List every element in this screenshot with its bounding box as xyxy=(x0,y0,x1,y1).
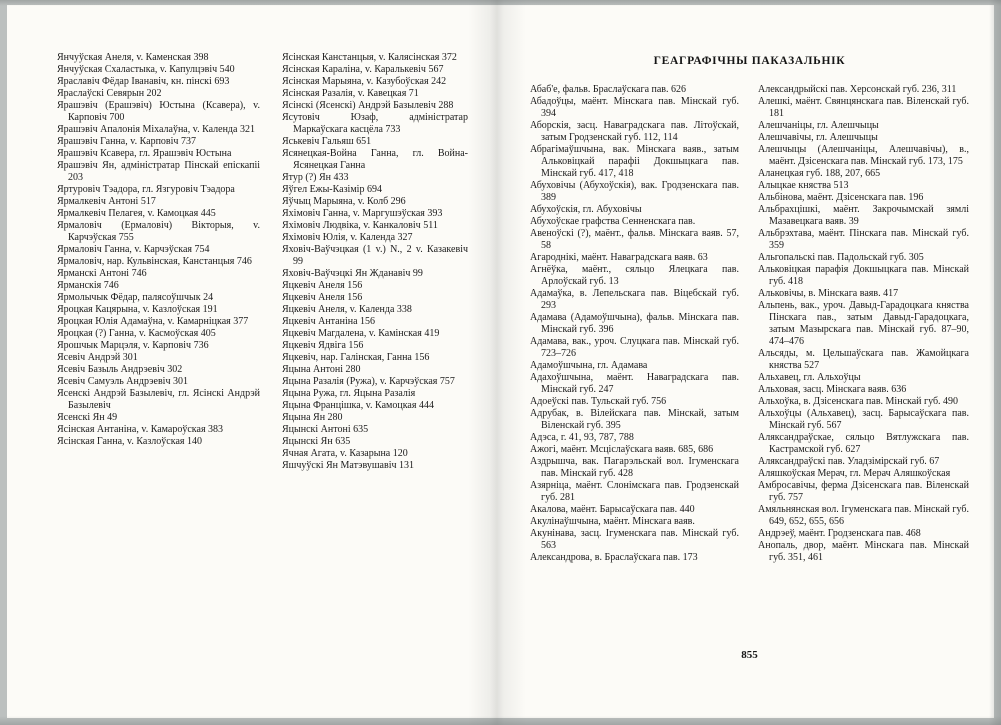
index-entry: Адоеўскі пав. Тульскай губ. 756 xyxy=(530,396,667,407)
index-entry: Альковіцкая парафія Докшыцкага пав. Мінскай губ. 418 xyxy=(758,264,969,287)
index-entry: Ясевіч Андрэй 301 xyxy=(57,352,138,363)
index-entry: Яўчыц Марыяна, v. Колб 296 xyxy=(282,196,406,207)
index-entry: Адамоўшчына, гл. Адамава xyxy=(530,360,648,371)
index-entry: Яховіч-Ваўчэцкі Ян Жданавіч 99 xyxy=(282,268,423,279)
index-entry: Яцына Разалія (Ружа), v. Карчэўская 757 xyxy=(282,376,455,387)
index-entry: Яхімовіч Людвіка, v. Канкаловіч 511 xyxy=(282,220,438,231)
index-entry: Агнёўка, маёнт., сяльцо Ялецкага пав. Арлоўскай губ. 13 xyxy=(530,264,739,287)
index-entry: Аляксандраўскі пав. Уладзімірскай губ. 67 xyxy=(758,456,940,467)
index-entry: Александрыйскі пав. Херсонскай губ. 236, 311 xyxy=(758,84,957,95)
index-entry: Алешчыцы (Алешчаніцы, Алешчавічы), в., маёнт. Дзісенскага пав. Мінскай губ. 173, 175 xyxy=(758,144,969,167)
index-entry: Ясінская Антаніна, v. Камароўская 383 xyxy=(57,424,224,435)
index-entry: Абухоўскае графства Сенненскага пав. xyxy=(530,216,696,227)
index-entry: Альховая, засц. Мінскага ваяв. 636 xyxy=(758,384,907,395)
index-entry: Азярніца, маёнт. Слонімскага пав. Гродзенскай губ. 281 xyxy=(530,480,739,503)
index-entry: Ажогі, маёнт. Мсціслаўскага ваяв. 685, 686 xyxy=(530,444,714,455)
index-entry: Альсяды, м. Цельшаўскага пав. Жамойцкага княства 527 xyxy=(758,348,969,371)
index-entry: Яхімовіч Юлія, v. Календа 327 xyxy=(282,232,413,243)
index-entry: Яцкевіч Анеля, v. Календа 338 xyxy=(282,304,412,315)
index-entry: Абухоўскія, гл. Абуховічы xyxy=(530,204,642,215)
index-entry: Акунінава, засц. Ігуменскага пав. Мінскай губ. 563 xyxy=(530,528,739,551)
index-entry: Альбрахцішкі, маёнт. Закрочымскай зямлі Мазавецкага ваяв. 39 xyxy=(758,204,969,227)
index-entry: Алыцкае княства 513 xyxy=(758,180,849,191)
index-entry: Ясутовіч Юзаф, адміністратар Маркаўскага касцёла 733 xyxy=(282,112,468,135)
index-entry: Яцынскі Антоні 635 xyxy=(282,424,369,435)
index-entry: Альковічы, в. Мінскага ваяв. 417 xyxy=(758,288,899,299)
index-entry: Яцкевіч Анеля 156 xyxy=(282,292,363,303)
index-entry: Ятур (?) Ян 433 xyxy=(282,172,349,183)
right-page-column-1 xyxy=(530,84,739,564)
index-entry: Аборскія, засц. Наваградскага пав. Літоўскай, затым Гродзенскай губ. 112, 114 xyxy=(530,120,739,143)
index-entry: Аздрышча, вак. Пагарэльскай вол. Ігуменскага пав. Мінскай губ. 428 xyxy=(530,456,739,479)
index-entry: Янчуўская Анеля, v. Каменская 398 xyxy=(57,52,209,63)
index-entry: Адахоўшчына, маёнт. Наваградскага пав. Мінскай губ. 247 xyxy=(530,372,739,395)
index-entry: Яськевіч Гальяш 651 xyxy=(282,136,372,147)
index-entry: Ярмалкевіч Антоні 517 xyxy=(57,196,156,207)
index-entry: Яцына Ян 280 xyxy=(282,412,343,423)
index-entry: Яцкевіч Магдалена, v. Камінская 419 xyxy=(282,328,440,339)
index-entry: Ярашэвіч Ян, адміністратар Пінскай епіскапіі 203 xyxy=(57,160,260,183)
index-entry: Андрэеў, маёнт. Гродзенскага пав. 468 xyxy=(758,528,921,539)
index-entry: Авеноўскі (?), маёнт., фальв. Мінскага ваяв. 57, 58 xyxy=(530,228,739,251)
index-entry: Аляксандраўскае, сяльцо Вятлужскага пав. Кастрамской губ. 627 xyxy=(758,432,969,455)
index-entry: Ярашэвіч Ганна, v. Карповіч 737 xyxy=(57,136,196,147)
page-edge-top xyxy=(0,0,1001,6)
index-entry: Ясенскі Андрэй Базылевіч, гл. Ясінскі Андрэй Базылевіч xyxy=(57,388,260,411)
index-entry: Альхоўка, в. Дзісенскага пав. Мінскай губ. 490 xyxy=(758,396,959,407)
index-entry: Абуховічы (Абухоўскія), вак. Гродзенскага пав. 389 xyxy=(530,180,739,203)
index-entry: Агароднікі, маёнт. Наваградскага ваяв. 63 xyxy=(530,252,708,263)
index-entry: Адамава (Адамоўшчына), фальв. Мінскага пав. Мінскай губ. 396 xyxy=(530,312,739,335)
index-entry: Ярмалкевіч Пелагея, v. Камоцкая 445 xyxy=(57,208,216,219)
index-entry: Яшчуўскі Ян Матэвушавіч 131 xyxy=(282,460,415,471)
index-entry: Ясевіч Самуэль Андрэевіч 301 xyxy=(57,376,188,387)
index-entry: Ярмаловіч (Ермаловіч) Вікторыя, v. Карчэўская 755 xyxy=(57,220,260,243)
index-entry: Яраславіч Фёдар Іванавіч, кн. пінскі 693 xyxy=(57,76,230,87)
index-entry: Янчуўская Схаластыка, v. Капулцэвіч 540 xyxy=(57,64,235,75)
index-entry: Альбрэхтава, маёнт. Пінскага пав. Мінскай губ. 359 xyxy=(758,228,969,251)
index-entry: Яцына Ружа, гл. Яцына Разалія xyxy=(282,388,416,399)
index-entry: Акалова, маёнт. Барысаўскага пав. 440 xyxy=(530,504,695,515)
index-entry: Адэса, г. 41, 93, 787, 788 xyxy=(530,432,634,443)
index-entry: Яўгел Ежы-Казімір 694 xyxy=(282,184,382,195)
index-entry: Александрова, в. Браслаўскага пав. 173 xyxy=(530,552,698,563)
index-entry: Альпень, вак., уроч. Давыд-Гарадоцкага княства Пінскага пав., затым Давыд-Гарадоцкага, затым Мазырскага пав. Мінскай губ. 87–90, 474–476 xyxy=(758,300,969,347)
index-entry: Ясінская Ганна, v. Казлоўская 140 xyxy=(57,436,202,447)
index-entry: Анопаль, двор, маёнт. Мінскага пав. Мінскай губ. 351, 461 xyxy=(758,540,969,563)
index-entry: Адрубак, в. Вілейскага пав. Мінскай, затым Віленскай губ. 395 xyxy=(530,408,739,431)
index-entry: Амбросавічы, ферма Дзісенскага пав. Віленскай губ. 757 xyxy=(758,480,969,503)
index-entry: Ярмаловіч Ганна, v. Карчэўская 754 xyxy=(57,244,210,255)
index-entry: Ярашэвіч Апалонія Міхалаўна, v. Календа 321 xyxy=(57,124,255,135)
index-entry: Яцына Антоні 280 xyxy=(282,364,361,375)
index-entry: Яхімовіч Ганна, v. Маргушэўская 393 xyxy=(282,208,443,219)
index-entry: Ярмаловіч, нар. Кульвінская, Канстанцыя 746 xyxy=(57,256,252,267)
index-entry: Ясінскі (Ясенскі) Андрэй Базылевіч 288 xyxy=(282,100,454,111)
index-entry: Яроцкая Кацярына, v. Казлоўская 191 xyxy=(57,304,218,315)
index-entry: Акулінаўшчына, маёнт. Мінскага ваяв. xyxy=(530,516,695,527)
index-entry: Алешчаніцы, гл. Алешчыцы xyxy=(758,120,879,131)
section-title: ГЕАГРАФІЧНЫ ПАКАЗАЛЬНІК xyxy=(653,55,846,67)
index-entry: Ясінская Разалія, v. Кавецкая 71 xyxy=(282,88,419,99)
index-entry: Ярманскія 746 xyxy=(57,280,119,291)
index-entry: Алешкі, маёнт. Свянцянскага пав. Віленскай губ. 181 xyxy=(758,96,969,119)
index-entry: Ясевіч Базыль Андрэевіч 302 xyxy=(57,364,183,375)
index-entry: Альгопальскі пав. Падольскай губ. 305 xyxy=(758,252,924,263)
index-entry: Яцкевіч Ядвіга 156 xyxy=(282,340,364,351)
page-number: 855 xyxy=(741,649,758,661)
index-entry: Адамава, вак., уроч. Слуцкага пав. Мінскай губ. 723–726 xyxy=(530,336,739,359)
index-entry: Ясінская Марыяна, v. Казубоўская 242 xyxy=(282,76,447,87)
index-entry: Яцкевіч Анеля 156 xyxy=(282,280,363,291)
index-entry: Ясінская Канстанцыя, v. Калясінская 372 xyxy=(282,52,457,63)
index-entry: Ясенскі Ян 49 xyxy=(57,412,118,423)
index-entry: Яроцкая Юлія Адамаўна, v. Камарніцкая 377 xyxy=(57,316,249,327)
right-page-column-2 xyxy=(758,84,969,564)
index-entry: Яховіч-Ваўчэцкая (1 v.) N., 2 v. Казакевіч 99 xyxy=(282,244,468,267)
index-entry: Абаб'е, фальв. Браслаўскага пав. 626 xyxy=(530,84,687,95)
index-entry: Ярошчык Марцэля, v. Карповіч 736 xyxy=(57,340,209,351)
index-entry: Алешчавічы, гл. Алешчыцы xyxy=(758,132,878,143)
index-entry: Ярманскі Антоні 746 xyxy=(57,268,147,279)
index-entry: Ячная Агата, v. Казарына 120 xyxy=(282,448,408,459)
index-entry: Ясянецкая-Война Ганна, гл. Война-Ясянецкая Ганна xyxy=(282,148,468,171)
index-entry: Ярашэвіч (Ерашэвіч) Юстына (Ксавера), v. Карповіч 700 xyxy=(57,100,260,123)
index-entry: Яртуровіч Тэадора, гл. Язгуровіч Тэадора xyxy=(57,184,235,195)
index-entry: Альбінова, маёнт. Дзісенскага пав. 196 xyxy=(758,192,924,203)
book-gutter-shadow xyxy=(468,0,526,725)
page-edge-right xyxy=(989,0,1001,725)
index-entry: Яраслаўскі Севярын 202 xyxy=(57,88,162,99)
index-entry: Яроцкая (?) Ганна, v. Касмоўская 405 xyxy=(57,328,216,339)
left-page-column-2 xyxy=(282,52,468,472)
index-entry: Аланецкая губ. 188, 207, 665 xyxy=(758,168,881,179)
index-entry: Адамаўка, в. Лепельскага пав. Віцебскай губ. 293 xyxy=(530,288,739,311)
index-entry: Яцына Францішка, v. Камоцкая 444 xyxy=(282,400,434,411)
index-entry: Ярмолычык Фёдар, палясоўшчык 24 xyxy=(57,292,214,303)
index-entry: Яцкевіч Антаніна 156 xyxy=(282,316,376,327)
index-entry: Яцынскі Ян 635 xyxy=(282,436,351,447)
index-entry: Абрагімаўшчына, вак. Мінскага ваяв., затым Альковіцкай парафіі Докшыцкага пав. Мінскай губ. 417, 418 xyxy=(530,144,739,179)
index-entry: Альхавец, гл. Альхоўцы xyxy=(758,372,861,383)
index-entry: Альхоўцы (Альхавец), засц. Барысаўскага пав. Мінскай губ. 567 xyxy=(758,408,969,431)
page-edge-bottom xyxy=(0,716,1001,725)
left-page-column-1 xyxy=(57,52,260,448)
index-entry: Амяльнянская вол. Ігуменскага пав. Мінскай губ. 649, 652, 655, 656 xyxy=(758,504,969,527)
index-entry: Ярашэвіч Ксавера, гл. Ярашэвіч Юстына xyxy=(57,148,232,159)
index-entry: Абадоўцы, маёнт. Мінскага пав. Мінскай губ. 394 xyxy=(530,96,739,119)
index-entry: Ясінская Караліна, v. Каралькевіч 567 xyxy=(282,64,444,75)
index-entry: Яцкевіч, нар. Галінская, Ганна 156 xyxy=(282,352,430,363)
index-entry: Аляшкоўская Мерач, гл. Мерач Аляшкоўская xyxy=(758,468,951,479)
